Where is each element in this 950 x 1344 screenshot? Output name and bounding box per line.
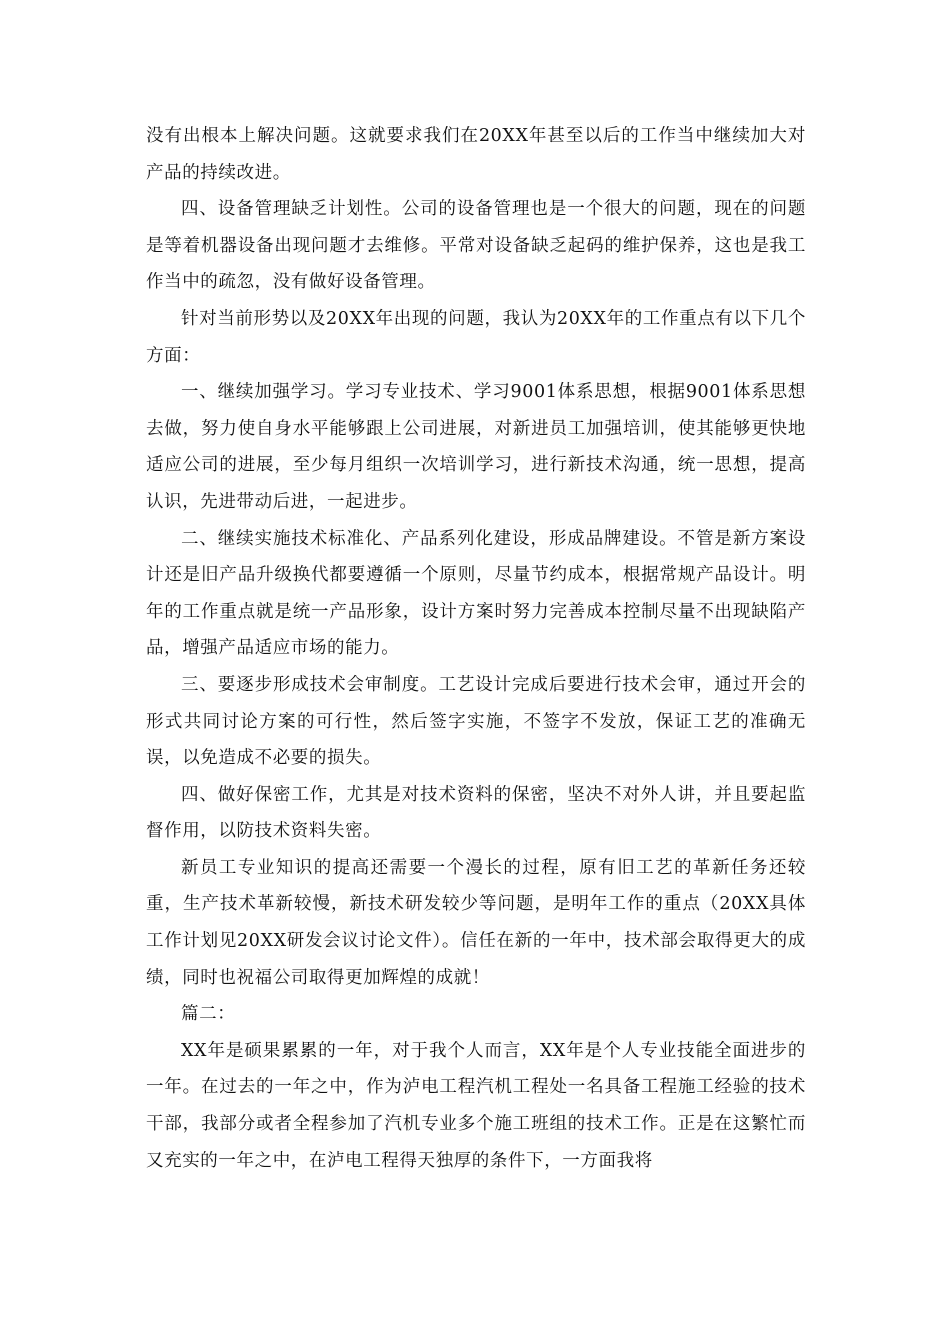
paragraph: XX年是硕果累累的一年，对于我个人而言，XX年是个人专业技能全面进步的一年。在过去的一年之中，作为泸电工程汽机工程处一名具备工程施工经验的技术干部，我部分或者全程参加了汽机专业多个施工班组的技术工作。正是在这繁忙而又充实的一年之中，在泸电工程得天独厚的条件下，一方面我将 bbox=[146, 1040, 806, 1171]
paragraph: 二、继续实施技术标准化、产品系列化建设，形成品牌建设。不管是新方案设计还是旧产品升级换代都要遵循一个原则，尽量节约成本，根据常规产品设计。明年的工作重点就是统一产品形象，设计方案时努力完善成本控制尽量不出现缺陷产品，增强产品适应市场的能力。 bbox=[146, 528, 806, 659]
section-heading: 篇二： bbox=[181, 1004, 236, 1025]
paragraph: 没有出根本上解决问题。这就要求我们在20XX年甚至以后的工作当中继续加大对产品的持续改进。 bbox=[146, 126, 806, 183]
paragraph: 新员工专业知识的提高还需要一个漫长的过程，原有旧工艺的革新任务还较重，生产技术革新较慢，新技术研发较少等问题，是明年工作的重点（20XX具体工作计划见20XX研发会议讨论文件）。信任在新的一年中，技术部会取得更大的成绩，同时也祝福公司取得更加辉煌的成就！ bbox=[146, 857, 806, 988]
paragraph: 一、继续加强学习。学习专业技术、学习9001体系思想，根据9001体系思想去做，努力使自身水平能够跟上公司进展，对新进员工加强培训，使其能够更快地适应公司的进展，至少每月组织一次培训学习，进行新技术沟通，统一思想，提高认识，先进带动后进，一起进步。 bbox=[146, 382, 806, 512]
paragraph: 四、做好保密工作，尤其是对技术资料的保密，坚决不对外人讲，并且要起监督作用，以防技术资料失密。 bbox=[146, 784, 806, 842]
paragraph: 三、要逐步形成技术会审制度。工艺设计完成后要进行技术会审，通过开会的形式共同讨论方案的可行性，然后签字实施，不签字不发放，保证工艺的准确无误，以免造成不必要的损失。 bbox=[146, 674, 806, 769]
paragraph: 针对当前形势以及20XX年出现的问题，我认为20XX年的工作重点有以下几个方面： bbox=[146, 308, 806, 366]
document-body bbox=[146, 118, 806, 1179]
paragraph: 四、设备管理缺乏计划性。公司的设备管理也是一个很大的问题，现在的问题是等着机器设备出现问题才去维修。平常对设备缺乏起码的维护保养，这也是我工作当中的疏忽，没有做好设备管理。 bbox=[146, 199, 806, 293]
